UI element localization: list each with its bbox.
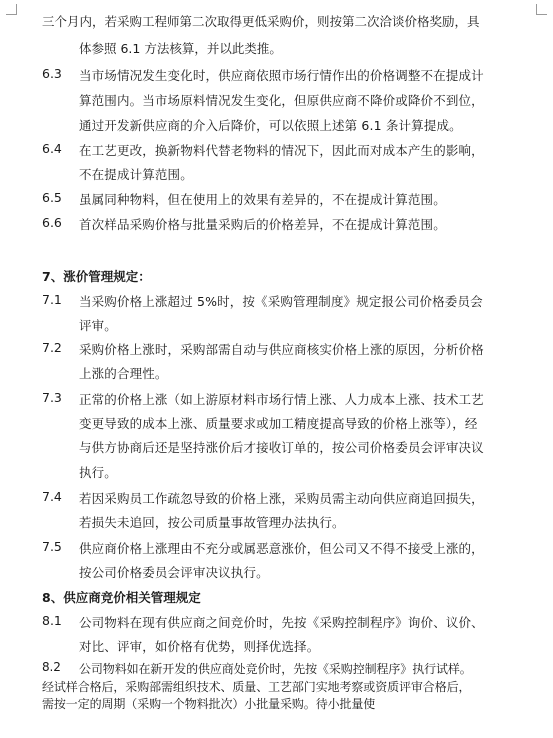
clause-number: 8.1 <box>42 613 62 628</box>
intro-line: 体参照 6.1 方法核算，并以此类推。 <box>79 41 282 56</box>
section-heading: 7、涨价管理规定： <box>42 269 151 284</box>
clause-number: 6.4 <box>42 141 62 156</box>
clause-line: 若损失未追回，按公司质量事故管理办法执行。 <box>79 515 345 530</box>
clause-line: 需按一定的周期（采购一个物料批次）小批量采购。待小批量使 <box>42 697 376 711</box>
clause-line: 按公司价格委员会评审决议执行。 <box>79 565 269 580</box>
clause-line: 算范围内。当市场原料情况发生变化，但原供应商不降价或降价不到位， <box>79 93 484 108</box>
clause-line: 在工艺更改，换新物料代替老物料的情况下，因此而对成本产生的影响， <box>79 143 484 158</box>
clause-line: 公司物料在现有供应商之间竞价时，先按《采购控制程序》询价、议价、 <box>79 615 484 630</box>
clause-line: 若因采购员工作疏忽导致的价格上涨，采购员需主动向供应商追回损失， <box>79 491 484 506</box>
clause-number: 7.1 <box>42 292 62 307</box>
clause-line: 公司物料如在新开发的供应商处竞价时，先按《采购控制程序》执行试样。 <box>79 662 472 676</box>
section-heading: 8、供应商竞价相关管理规定 <box>42 590 201 605</box>
clause-line: 不在提成计算范围。 <box>79 167 193 182</box>
clause-number: 6.3 <box>42 66 62 81</box>
clause-number: 7.2 <box>42 340 62 355</box>
clause-number: 6.6 <box>42 215 62 230</box>
clause-line: 当采购价格上涨超过 5%时，按《采购管理制度》规定报公司价格委员会 <box>79 294 483 309</box>
clause-line: 对比、评审，如价格有优势，则择优选择。 <box>79 639 320 654</box>
clause-line: 当市场情况发生变化时，供应商依照市场行情作出的价格调整不在提成计 <box>79 68 484 83</box>
clause-line: 供应商价格上涨理由不充分或属恶意涨价，但公司又不得不接受上涨的， <box>79 541 484 556</box>
clause-line: 执行。 <box>79 465 117 480</box>
clause-line: 上涨的合理性。 <box>79 366 168 381</box>
page-corner-mark-left <box>6 4 17 15</box>
intro-line: 三个月内，若采购工程师第二次取得更低采购价，则按第二次洽谈价格奖励，具 <box>42 14 480 29</box>
clause-line: 采购价格上涨时，采购部需自动与供应商核实价格上涨的原因，分析价格 <box>79 342 484 357</box>
clause-number: 7.5 <box>42 539 62 554</box>
clause-line: 变更导致的成本上涨、质量要求或加工精度提高导致的价格上涨等），经 <box>79 416 478 431</box>
clause-line: 首次样品采购价格与批量采购后的价格差异，不在提成计算范围。 <box>79 217 446 232</box>
clause-number: 7.4 <box>42 489 62 504</box>
clause-line: 虽属同种物料，但在使用上的效果有差异的，不在提成计算范围。 <box>79 192 446 207</box>
clause-number: 6.5 <box>42 190 62 205</box>
clause-number: 8.2 <box>42 660 61 674</box>
clause-line: 经试样合格后，采购部需组织技术、质量、工艺部门实地考察或资质评审合格后， <box>42 680 471 694</box>
clause-line: 通过开发新供应商的介入后降价，可以依照上述第 6.1 条计算提成。 <box>79 118 462 133</box>
clause-number: 7.3 <box>42 390 62 405</box>
clause-line: 正常的价格上涨（如上游原材料市场行情上涨、人力成本上涨、技术工艺 <box>79 392 484 407</box>
clause-line: 与供方协商后还是坚持涨价后才接收订单的，按公司价格委员会评审决议 <box>79 440 484 455</box>
page-corner-mark-right <box>536 4 547 15</box>
clause-line: 评审。 <box>79 318 117 333</box>
